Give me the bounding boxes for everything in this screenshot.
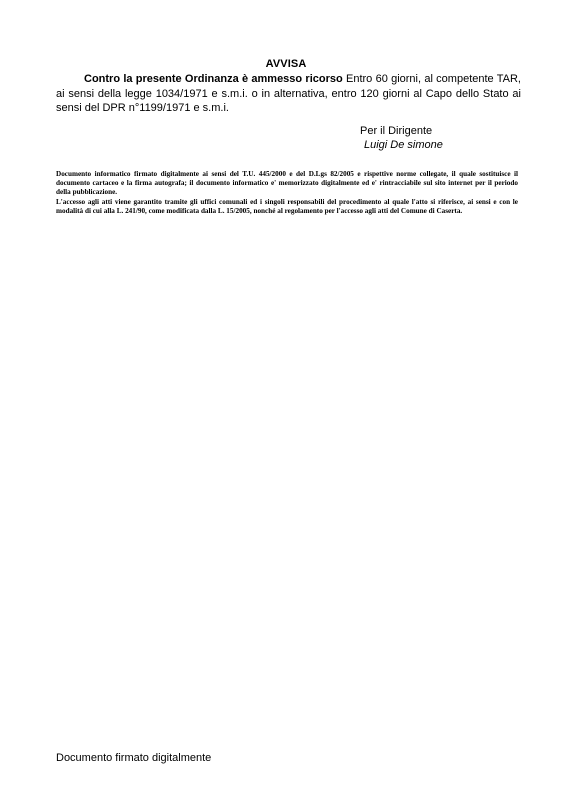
access-to-records-note: L'accesso agli atti viene garantito tramite gli uffici comunali ed i singoli responsabili del procedimento al quale l'atto si riferisce, ai sensi e con le modalità di cui alla L. 241/90, come modificata dalla L. 15/2005, nonché al regolamento per l'accesso agli atti del Comune di Caserta. <box>56 197 518 215</box>
signature-role: Per il Dirigente <box>360 125 433 137</box>
signature-name: Luigi De simone <box>364 139 443 151</box>
digital-signature-note: Documento informatico firmato digitalmente ai sensi del T.U. 445/2000 e del D.Lgs 82/2005 e rispettive norme collegate, il quale sostituisce il documento cartaceo e la firma autografa; il documento informatico e' memorizzato digitalmente ed e' rintracciabile sul sito internet per il periodo della pubblicazione. <box>56 170 518 197</box>
appeal-notice-bold-lead: Contro la presente Ordinanza è ammesso ricorso <box>84 73 343 85</box>
legal-disclaimer <box>56 170 518 216</box>
appeal-notice-text: Entro 60 giorni, al competente TAR, ai sensi della legge 1034/1971 e s.m.i. o in alternativa, entro 120 giorni al Capo dello Stato ai sensi del DPR n°1199/1971 e s.m.i. <box>56 73 521 114</box>
footer-digitally-signed: Documento firmato digitalmente <box>56 752 212 764</box>
signature-block <box>360 124 520 152</box>
appeal-notice-paragraph <box>56 72 521 116</box>
notice-heading: AVVISA <box>265 58 307 70</box>
